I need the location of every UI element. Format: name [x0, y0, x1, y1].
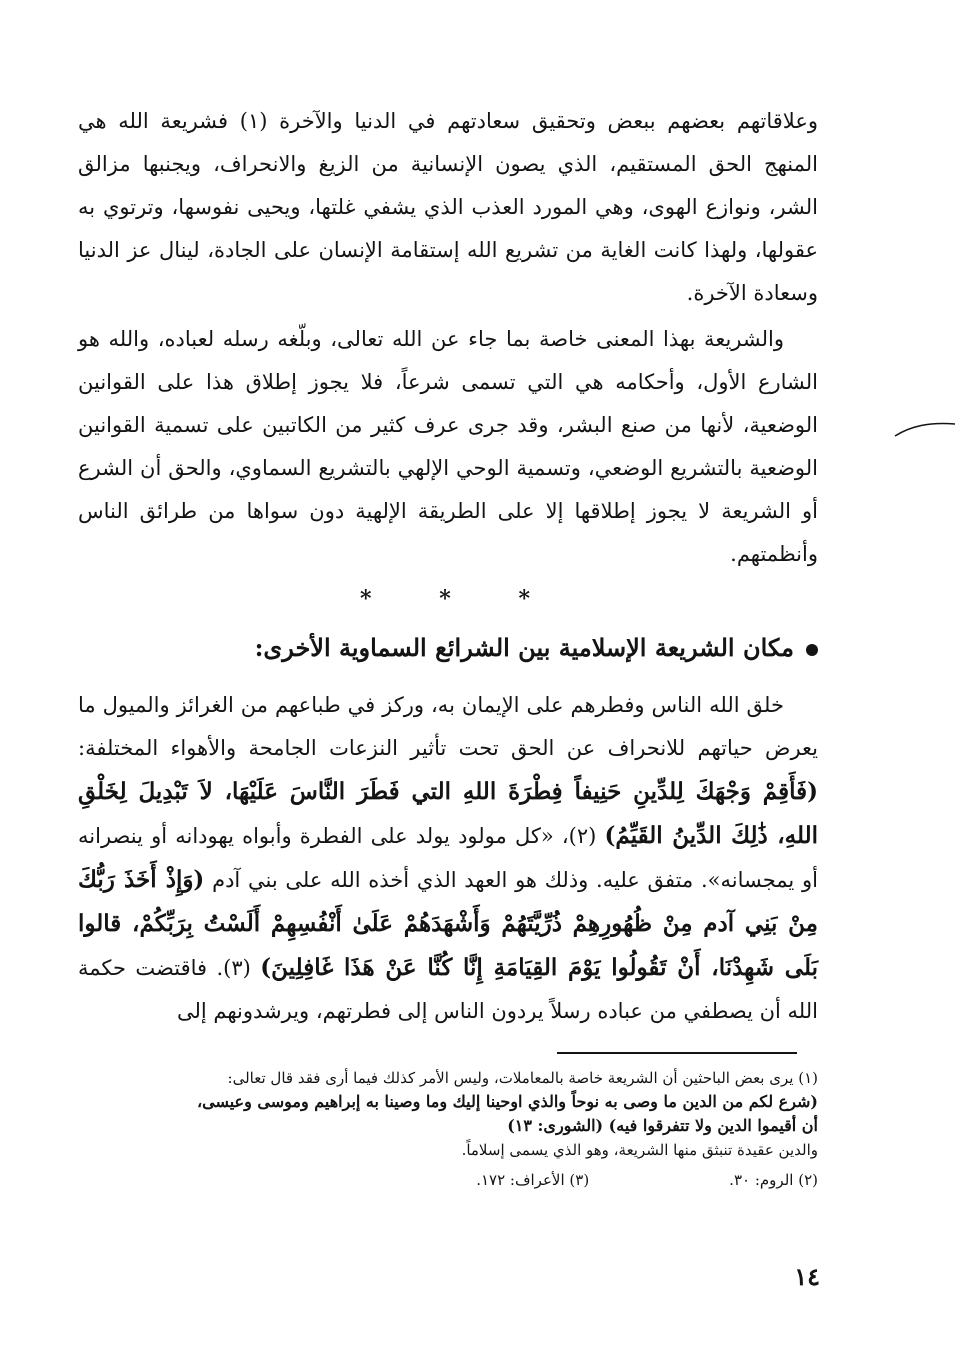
margin-pen-stroke [893, 412, 957, 442]
page-number: ١٤ [794, 1262, 820, 1291]
separator-star: * [518, 586, 530, 612]
section-heading [200, 628, 818, 668]
footnotes [78, 1066, 818, 1192]
bullet-icon [806, 644, 818, 656]
quran-verse-1: (فَأَقِمْ وَجْهَكَ لِلدِّينِ حَنِيفاً فِطْرَةَ اللهِ التي فَطَرَ النَّاسَ عَلَيْهَا، لاَ تَبْدِيلَ لِخَلْقِ اللهِ، ذَٰلِكَ الدِّينُ القَيِّمُ) [78, 778, 819, 849]
footnote-1-outro: والدين عقيدة تنبثق منها الشريعة، وهو الذي يسمى إسلاماً. [461, 1141, 818, 1159]
footnote-3: (٣) الأعراف: ١٧٢. [476, 1171, 590, 1189]
section-separator [360, 586, 530, 612]
paragraph-3-part-3: (٣). فاقتضت حكمة الله أن يصطفي من عباده رسلاً يردون الناس إلى فطرتهم، ويرشدونهم إلى [78, 956, 818, 1023]
body-paragraph-1: وعلاقاتهم بعضهم ببعض وتحقيق سعادتهم في الدنيا والآخرة (١) فشريعة الله هي المنهج الحق المستقيم، الذي يصون الإنسانية من الزيغ والانحراف، ويجنبها مزالق الشر، ونوازع الهوى، وهي المورد العذب الذي يشفي غلتها، ويحيى نفوسها، وترتوي به عقولها، ولهذا كانت الغاية من تشريع الله إستقامة الإنسان على الجادة، لينال عز الدنيا وسعادة الآخرة. [78, 109, 818, 305]
footnote-1-quran-line-1: (شرع لكم من الدين ما وصى به نوحاً والذي اوحينا إليك وما وصينا به إبراهيم وموسى وعيسى، [196, 1092, 818, 1111]
quran-verse-2: (وَإِذْ أَخَذَ رَبُّكَ مِنْ بَنِي آدم مِنْ ظُهُورِهِمْ ذُرِّيَّتَهُمْ وَأَشْهَدَهُمْ عَلَىٰ أَنْفُسِهِمْ أَلَسْتُ بِرَبِّكُمْ، قالوا بَلَى شَهِدْنَا، أَنْ تَقُولُوا يَوْمَ القِيَامَةِ إِنَّا كُنَّا عَنْ هَذَا غَافِلِينَ) [78, 866, 818, 981]
section-heading-text: مكان الشريعة الإسلامية بين الشرائع السماوية الأخرى: [254, 633, 794, 662]
separator-star: * [439, 586, 451, 612]
footnote-2: (٢) الروم: ٣٠. [729, 1171, 818, 1189]
footnote-1-quran-line-2: أن أقيموا الدين ولا تتفرقوا فيه) (الشورى: ١٣) [507, 1116, 818, 1135]
body-paragraph-3 [78, 684, 818, 1033]
body-paragraph-2: والشريعة بهذا المعنى خاصة بما جاء عن الله تعالى، وبلّغه رسله لعباده، والله هو الشارع الأول، وأحكامه هي التي تسمى شرعاً، فلا يجوز إطلاق هذا على القوانين الوضعية، لأنها من صنع البشر، وقد جرى عرف كثير من الكاتبين على تسمية القوانين الوضعية بالتشريع الوضعي، وتسمية الوحي الإلهي بالتشريع السماوي، والحق أن الشرع أو الشريعة لا يجوز إطلاقها إلا على الطريقة الإلهية دون سواها من طرائق الناس وأنظمتهم. [78, 327, 818, 566]
footnote-references [78, 1168, 818, 1192]
separator-star: * [360, 586, 372, 612]
paragraph-3-part-1: خلق الله الناس وفطرهم على الإيمان به، وركز في طباعهم من الغرائز والميول ما يعرض حياتهم للانحراف عن الحق تحت تأثير النزعات الجامحة والأهواء المختلفة: [78, 693, 819, 760]
footnote-divider [557, 1052, 797, 1054]
footnote-1-intro: (١) يرى بعض الباحثين أن الشريعة خاصة بالمعاملات، وليس الأمر كذلك فيما أرى فقد قال تعالى: [227, 1069, 818, 1087]
paragraph-3-part-2: (٢)، «كل مولود يولد على الفطرة وأبواه يهودانه أو ينصرانه أو يمجسانه». متفق عليه. وذلك هو العهد الذي أخذه الله على بني آدم [78, 824, 818, 892]
